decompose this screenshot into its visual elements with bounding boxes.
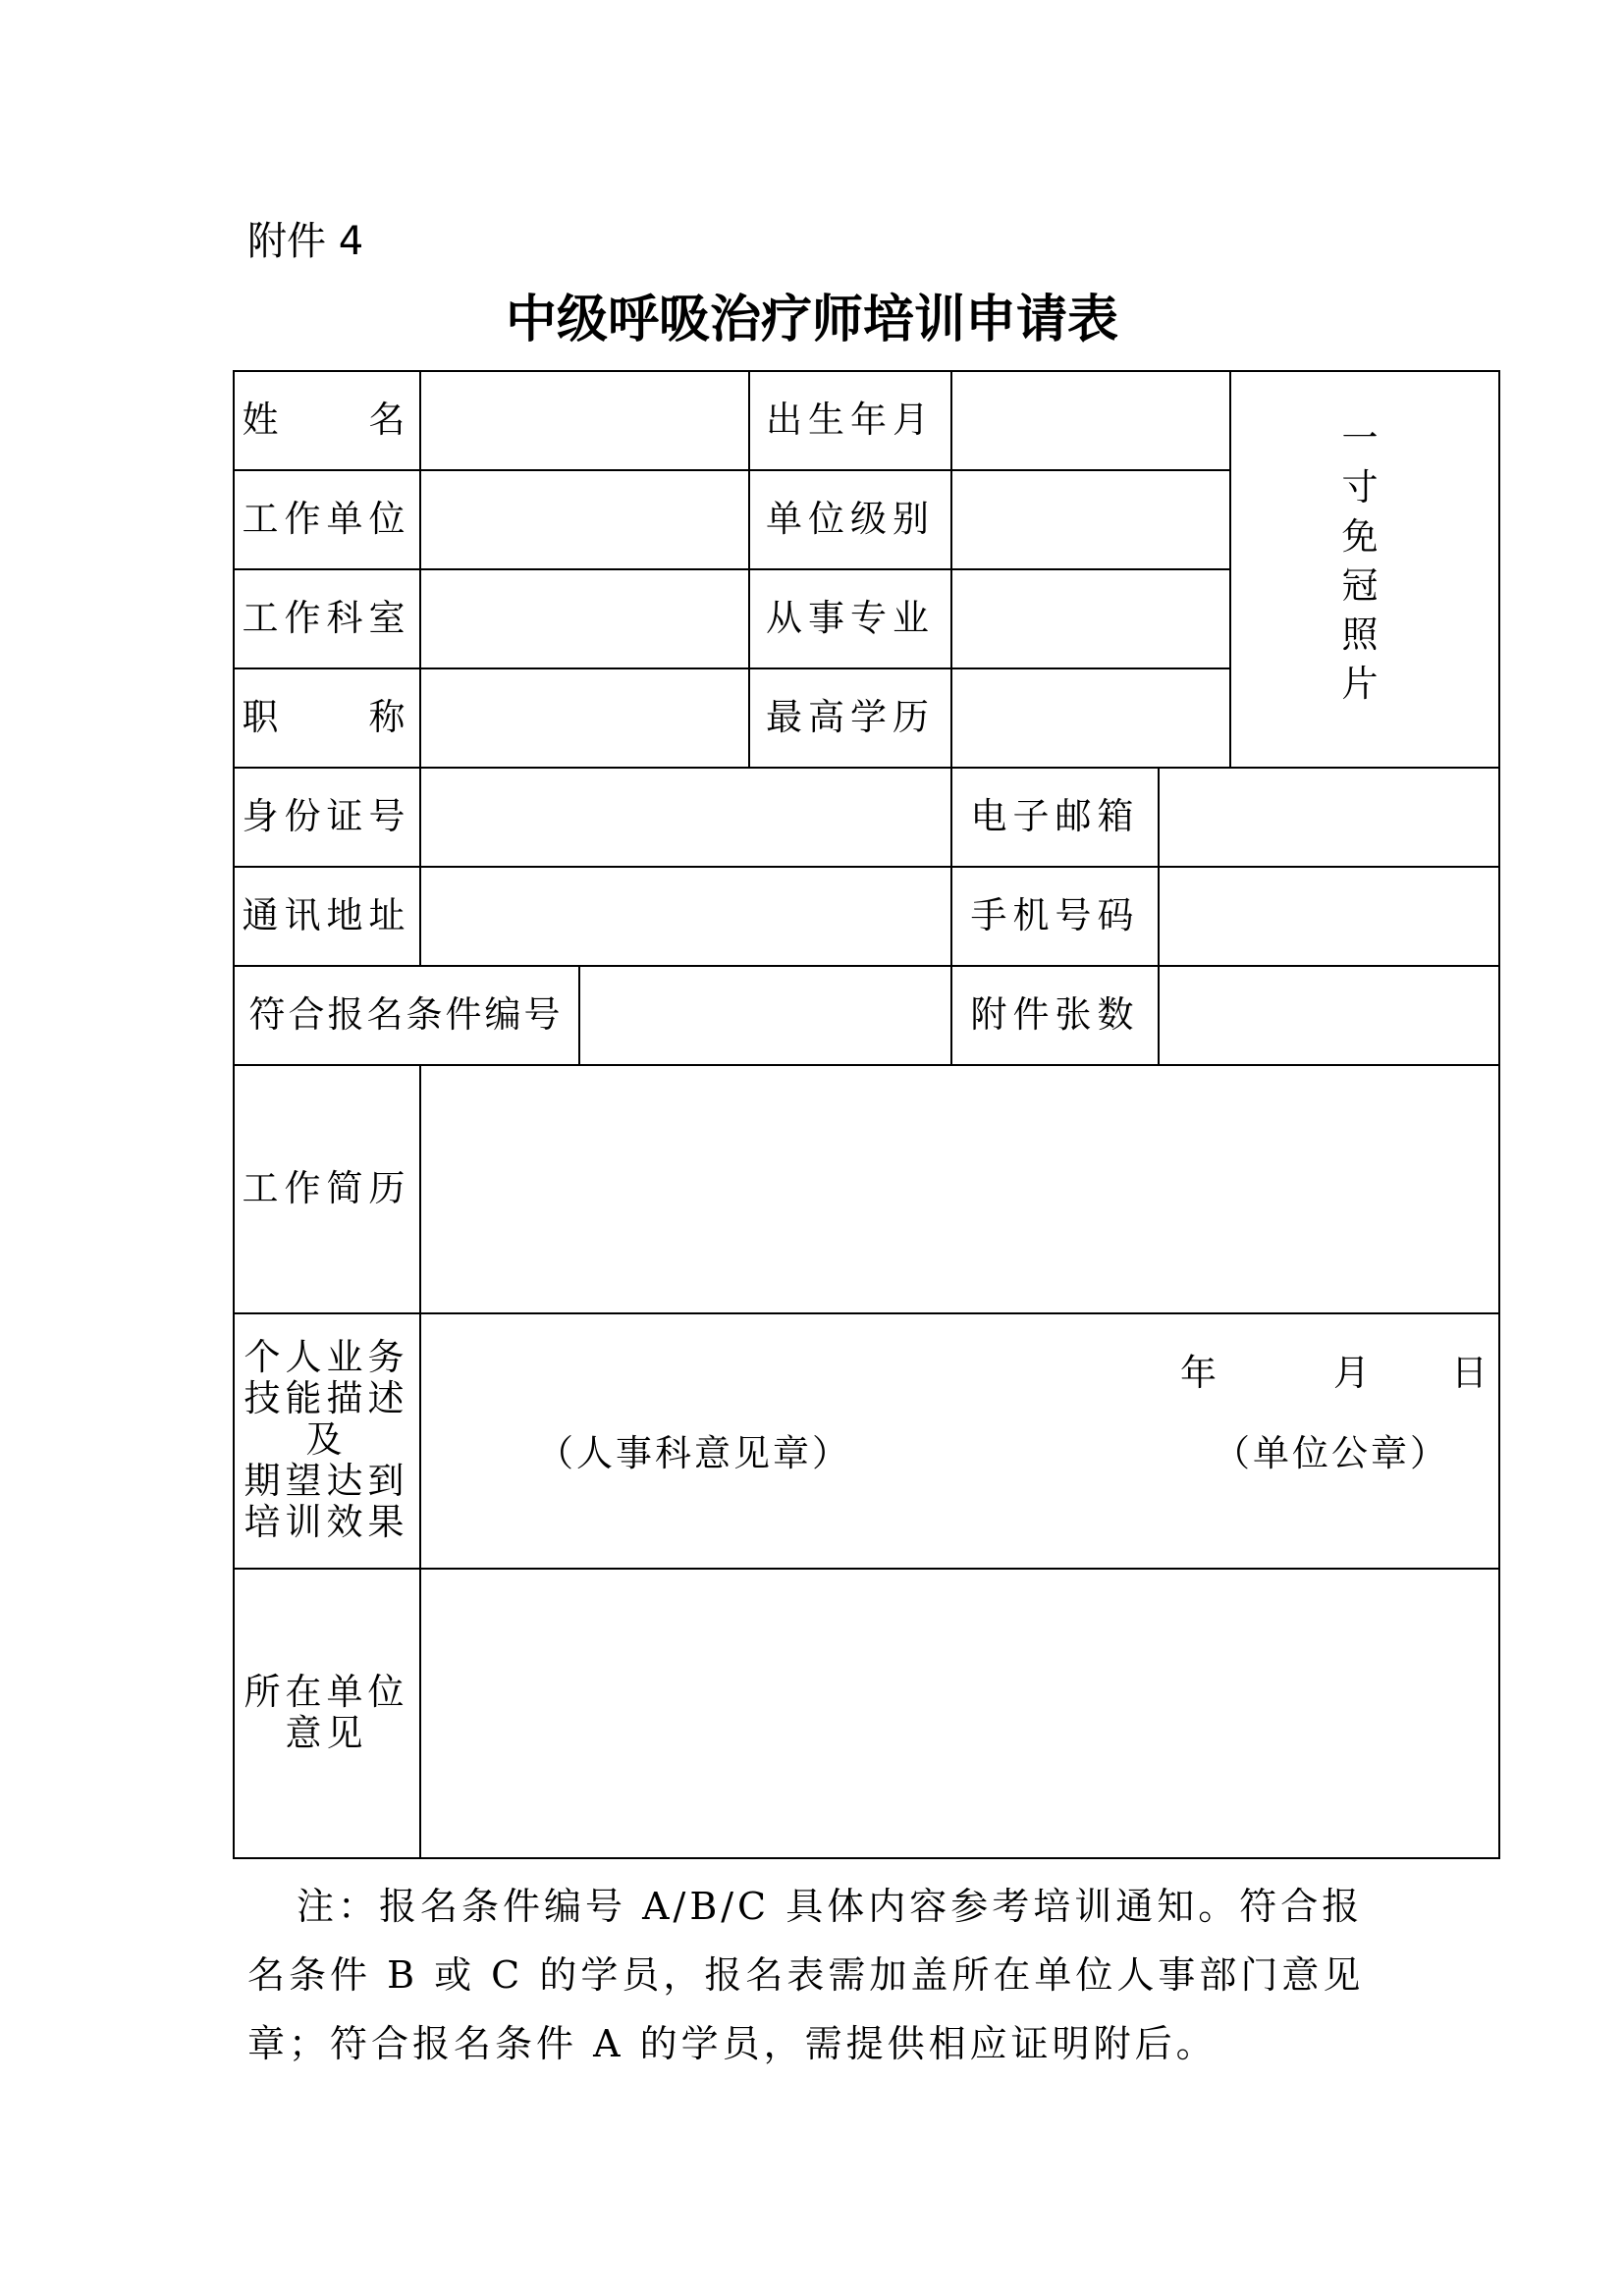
date-day: 日 — [1451, 1352, 1488, 1394]
name-label: 姓 名 — [242, 398, 411, 441]
opinion-field[interactable] — [421, 1570, 1498, 1857]
title-label: 职 称 — [242, 695, 411, 738]
skills-label-line: 个人业务 — [244, 1336, 409, 1378]
work-unit-field[interactable] — [421, 471, 748, 568]
education-field[interactable] — [952, 669, 1229, 767]
address-label: 通讯地址 — [242, 893, 411, 936]
photo-label-char: 冠 — [1341, 564, 1379, 607]
skills-label — [233, 1312, 420, 1568]
photo-label-char: 免 — [1341, 515, 1379, 558]
photo-label-char: 一 — [1341, 417, 1379, 459]
unit-level-label: 单位级别 — [766, 497, 935, 540]
footnote — [247, 1872, 1406, 2078]
resume-label: 工作简历 — [242, 1166, 411, 1209]
attachment-label: 附件 4 — [247, 219, 364, 264]
specialty-label: 从事专业 — [766, 596, 935, 639]
date-month: 月 — [1333, 1352, 1370, 1394]
name-field[interactable] — [421, 372, 748, 469]
department-field[interactable] — [421, 570, 748, 667]
email-label: 电子邮箱 — [970, 794, 1140, 837]
condition-label: 符合报名条件编号 — [248, 992, 564, 1036]
work-unit-label: 工作单位 — [242, 497, 411, 540]
photo-label-char: 片 — [1341, 663, 1379, 705]
hr-seal-label: （人事科意见章） — [537, 1432, 851, 1474]
form-title: 中级呼吸治疗师培训申请表 — [505, 290, 1118, 349]
unit-level-field[interactable] — [952, 471, 1229, 568]
photo-label-char: 寸 — [1341, 466, 1379, 508]
phone-label: 手机号码 — [970, 893, 1140, 936]
id-label: 身份证号 — [242, 794, 411, 837]
department-label: 工作科室 — [242, 596, 411, 639]
footnote-line: 注：报名条件编号 A/B/C 具体内容参考培训通知。符合报 — [297, 1885, 1364, 1928]
application-form-table — [233, 370, 1500, 1859]
skills-label-line: 技能描述 — [244, 1377, 409, 1419]
table-border-right — [1498, 370, 1500, 1859]
email-field[interactable] — [1160, 769, 1498, 866]
address-field[interactable] — [421, 868, 950, 965]
skills-label-line: 期望达到 — [244, 1460, 409, 1502]
photo-label — [1341, 414, 1379, 709]
birth-label: 出生年月 — [766, 398, 935, 441]
title-field[interactable] — [421, 669, 748, 767]
footnote-line: 章；符合报名条件 A 的学员，需提供相应证明附后。 — [247, 2022, 1218, 2065]
attachments-field[interactable] — [1160, 967, 1498, 1064]
skills-label-line: 及 — [305, 1418, 348, 1461]
phone-field[interactable] — [1160, 868, 1498, 965]
skills-label-line: 培训效果 — [244, 1501, 409, 1543]
specialty-field[interactable] — [952, 570, 1229, 667]
condition-field[interactable] — [580, 967, 950, 1064]
date-year: 年 — [1180, 1352, 1217, 1394]
photo-label-char: 照 — [1341, 614, 1379, 656]
birth-field[interactable] — [952, 372, 1229, 469]
unit-seal-label: （单位公章） — [1214, 1432, 1449, 1474]
opinion-label-line: 意见 — [285, 1711, 368, 1754]
opinion-label-line: 所在单位 — [244, 1670, 409, 1713]
table-border-bottom — [233, 1857, 1500, 1859]
education-label: 最高学历 — [766, 695, 935, 738]
attachments-label: 附件张数 — [970, 992, 1140, 1036]
opinion-label — [233, 1568, 420, 1857]
id-field[interactable] — [421, 769, 950, 866]
footnote-line: 名条件 B 或 C 的学员，报名表需加盖所在单位人事部门意见 — [247, 1953, 1365, 1997]
resume-field[interactable] — [421, 1066, 1498, 1312]
